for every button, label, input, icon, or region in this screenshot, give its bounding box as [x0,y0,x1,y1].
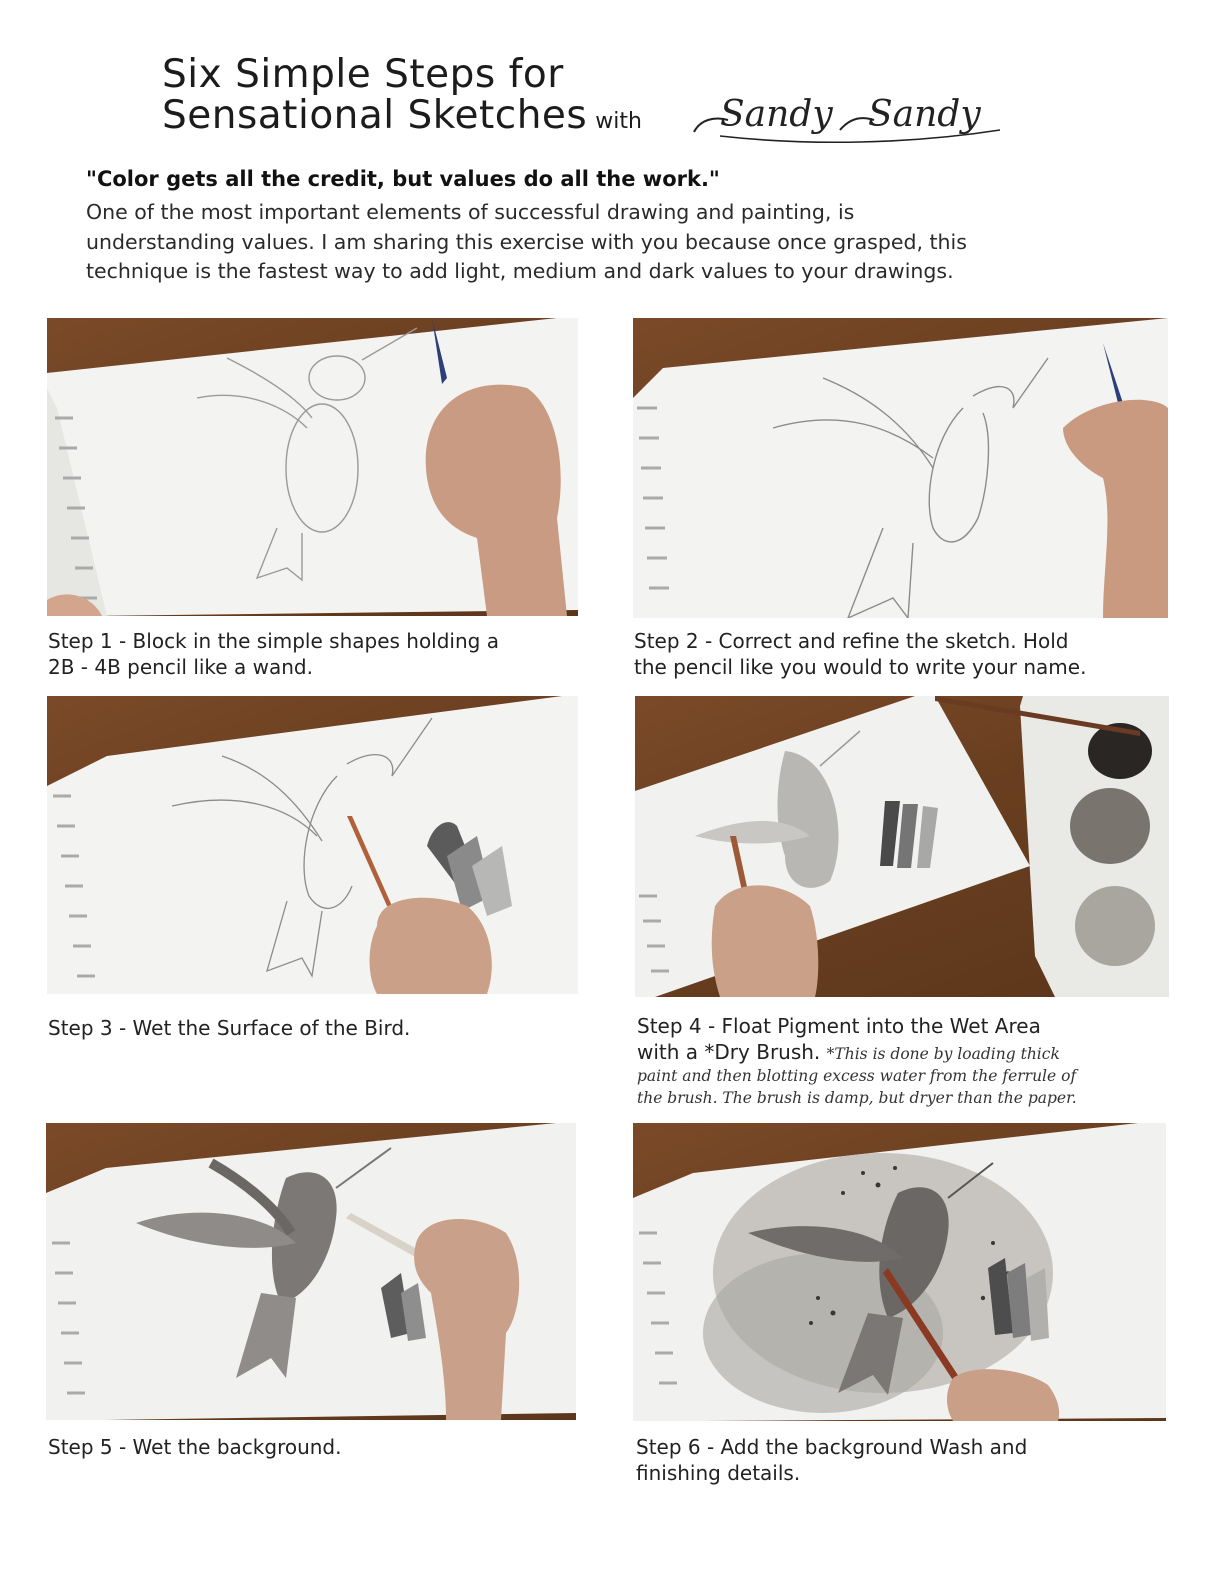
step-3-caption-line-1: Step 3 - Wet the Surface of the Bird. [48,1016,411,1040]
step-3-illustration [47,696,578,994]
intro-line-2: understanding values. I am sharing this exercise with you because once grasped, this [86,229,967,254]
intro-line-1: One of the most important elements of successful drawing and painting, is [86,200,855,224]
step-1-caption [48,628,499,680]
step-2-caption-line-1: Step 2 - Correct and refine the sketch. Hold [634,629,1069,653]
step-4-caption-line-2 [637,1039,1077,1065]
sandy-sandy-signature-logo [690,90,1012,146]
step-6-photo [633,1123,1166,1421]
title-line-2-text: Sensational Sketches [162,93,588,138]
step-4-caption [637,1013,1077,1109]
step-5-photo [46,1123,576,1420]
step-1-photo [47,318,578,616]
title-line-2 [162,95,642,142]
step-1-illustration [47,318,578,616]
step-6-caption-line-2: finishing details. [636,1461,801,1485]
step-3-caption [48,1015,410,1041]
step-6-illustration [633,1123,1166,1421]
step-4-photo [635,696,1169,997]
step-6-caption-line-1: Step 6 - Add the background Wash and [636,1435,1028,1459]
page-title [162,54,642,142]
title-line-1: Six Simple Steps for [162,52,564,97]
step-5-caption [48,1434,342,1460]
step-1-caption-line-1: Step 1 - Block in the simple shapes holding a [48,629,499,653]
svg-text:Sandy: Sandy [868,94,981,135]
step-2-photo [633,318,1168,618]
step-5-illustration [46,1123,576,1420]
step-2-illustration [633,318,1168,618]
step-2-caption-line-2: the pencil like you would to write your name. [634,655,1087,679]
step-4-note-line-2: paint and then blotting excess water from the ferrule of [637,1067,1077,1085]
step-4-note-line-1: *This is done by loading thick [826,1045,1060,1063]
quote: "Color gets all the credit, but values do all the work." [86,167,720,191]
step-2-caption [634,628,1086,680]
with-word: with [595,109,642,134]
step-4-illustration [635,696,1169,997]
step-5-caption-line-1: Step 5 - Wet the background. [48,1435,342,1459]
step-4-caption-line-2-text: with a *Dry Brush. [637,1040,821,1064]
step-6-caption [636,1434,1027,1486]
intro-line-3: technique is the fastest way to add light, medium and dark values to your drawings. [86,259,954,283]
step-3-photo [47,696,578,994]
step-4-note-line-3: the brush. The brush is damp, but dryer than the paper. [637,1089,1077,1107]
intro-paragraph [86,198,1176,287]
step-4-caption-line-1: Step 4 - Float Pigment into the Wet Area [637,1014,1041,1038]
svg-text:Sandy: Sandy [720,94,833,135]
step-1-caption-line-2: 2B - 4B pencil like a wand. [48,655,313,679]
